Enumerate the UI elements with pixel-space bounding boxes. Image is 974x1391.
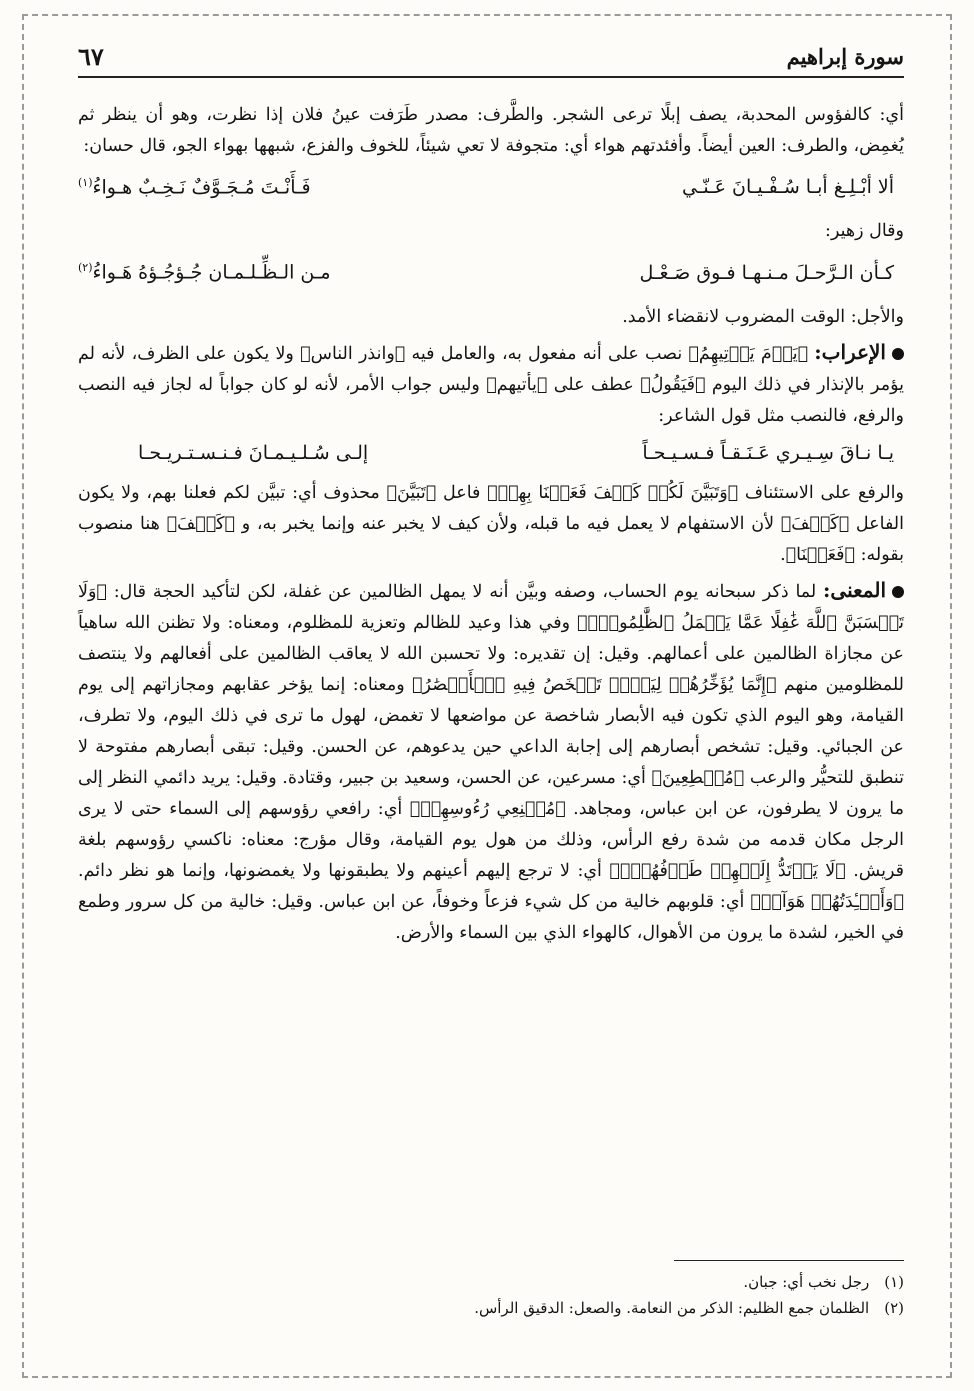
footnote-2-number: (٢) — [884, 1299, 904, 1317]
irab-heading: الإعراب: — [814, 339, 886, 364]
paragraph-zuhair: وقال زهير: — [825, 221, 904, 242]
page-number: ٦٧ — [78, 41, 104, 71]
footnote-separator — [674, 1260, 904, 1261]
paragraph-raf: والرفع على الاستئناف ﴿وَتَبَيَّنَ لَكُمۡ كَيۡفَ فَعَلۡنَا بِهِمۡ﴾ فاعل ﴿تَبَيَّنَ﴾ محذوف أي: تبيَّن لكم فعلنا بهم، ولا يكون الفاعل ﴿كَيۡفَ﴾ لأن الاستفهام لا يعمل فيه ما قبله، ولأن كيف لا يخبر عنه وإنما يخبر به، و ﴿كَيۡفَ﴾ هنا منصوب بقوله: ﴿فَعَلۡنَا﴾. — [78, 482, 904, 565]
bullet-icon — [892, 586, 904, 598]
verse-1-left-hemistich: فَـأَنْـتَ مُـجَـوَّفٌ نَـخِـبٌ هـواءُ — [92, 176, 311, 199]
book-page — [78, 36, 904, 1366]
footnote-1-number: (١) — [884, 1273, 904, 1291]
verse-3-left-hemistich: إلـى سُـلـيـمـانَ فـنـسـتـريـحـا — [138, 441, 369, 464]
verse-shahid — [78, 442, 904, 464]
verse-1-right-hemistich: ألا أبْـلِـغ أبـا سُـفْـيـانَ عَـنّـي — [681, 176, 894, 199]
footnote-1 — [78, 1270, 904, 1294]
mana-text: لما ذكر سبحانه يوم الحساب، وصفه وبيَّن أنه لا يمهل الظالمين عن غفلة، لكن لتأكيد الحجة قال: ﴿وَلَا تَحۡسَبَنَّ ٱللَّهَ غَٰفِلًا عَمَّا يَعۡمَلُ ٱلظَّٰلِمُونَۚ﴾ وفي هذا وعيد للظالم وتعزية للمظلوم، ومعناه: ولا تظنن الله ساهياً عن مجازاة الظالمين على أعمالهم. وقيل: إن تقديره: ولا تحسبن الله لا يعاقب الظالمين على أفعالهم ولا ينتصف للمظلومين منهم ﴿إِنَّمَا يُؤَخِّرُهُمۡ لِيَوۡمٖ تَشۡخَصُ فِيهِ ٱلۡأَبۡصَٰرُ﴾ ومعناه: إنما يؤخر عقابهم ومجازاتهم إلى يوم القيامة، وهو اليوم الذي تكون فيه الأبصار شاخصة عن مواضعها لا تغمض، لهول ما ترى في ذلك اليوم، ولا تطرف، عن الجبائي. وقيل: تشخص أبصارهم إلى إجابة الداعي حين يدعوهم، عن الحسن. وقيل: تبقى أبصارهم مفتوحة لا تنطبق للتحيُّر والرعب ﴿مُهۡطِعِينَ﴾ أي: مسرعين، عن الحسن، وسعيد بن جبير، وقتادة. وقيل: يريد دائمي النظر إلى ما يرون لا يطرفون، عن ابن عباس، ومجاهد. ﴿مُقۡنِعِي رُءُوسِهِمۡ﴾ أي: رافعي رؤوسهم إلى السماء حتى لا يرى الرجل مكان قدمه من شدة رفع الرأس، وذلك من هول يوم القيامة، وقال مؤرج: معناه: ناكسي رؤوسهم بلغة قريش. ﴿لَا يَرۡتَدُّ إِلَيۡهِمۡ طَرۡفُهُمۡۖ﴾ أي: لا ترجع إليهم أعينهم ولا يطبقونها ولا يغمضونها، وإنما هو نظر دائم. ﴿وَأَفۡـِٔدَتُهُمۡ هَوَآءٞ﴾ أي: قلوبهم خالية من كل شيء فزعاً وخوفاً، عن ابن عباس. وقيل: خالية من كل سرور وطمع في الخير، لشدة ما يرون من الأهوال، كالهواء الذي بين السماء والأرض. — [78, 581, 904, 943]
footnote-2-text: الظلمان جمع الظليم: الذكر من النعامة. والصعل: الدقيق الرأس. — [474, 1299, 870, 1317]
irab-text: ﴿يَوۡمَ يَأۡتِيهِمُ﴾ نصب على أنه مفعول به، والعامل فيه ﴿وانذر الناس﴾ ولا يكون على الظرف، لأنه لم يؤمر بالإنذار في ذلك اليوم ﴿فَيَقُولُ﴾ عطف على ﴿يأتيهم﴾ وليس جواب الأمر، لأنه لو كان جواباً له لجاز فيه النصب والرفع، فالنصب مثل قول الشاعر: — [78, 343, 904, 426]
paragraph-irab — [78, 337, 904, 432]
verse-2-left-hemistich: مـن الـظِّـلـمـان جُـؤجُـؤهُ هَـواءُ — [92, 261, 331, 284]
mana-heading: المعنى: — [823, 577, 886, 602]
paragraph-1: أي: كالفؤوس المحدبة، يصف إبلًا ترعى الشجر. والطَّرف: مصدر طَرَفت عينُ فلان إذا نظرت، وهو أن ينظر ثم يُغمِض، والطرف: العين أيضاً. وأفئدتهم هواء أي: متجوفة لا تعي شيئاً، للخوف والفزع، شبهها بهواء الجو، قال حسان: — [78, 105, 904, 156]
paragraph-ajal: والأجل: الوقت المضروب لانقضاء الأمد. — [622, 306, 904, 327]
paragraph-mana — [78, 575, 904, 949]
footnote-2 — [78, 1296, 904, 1320]
surah-title: سورة إبراهيم — [786, 43, 904, 69]
footnote-1-text: رجل نخب أي: جبان. — [743, 1273, 870, 1291]
page-body — [78, 100, 904, 949]
bullet-icon — [892, 348, 904, 360]
footnote-ref-2: (٢) — [78, 261, 93, 275]
verse-3-right-hemistich: يـا نـاقَ سِـيـري عَـنَـقـاً فـسـيـحـاً — [642, 441, 894, 464]
verse-zuhair — [78, 261, 904, 283]
verse-2-right-hemistich: كـأن الـرَّحـلَ مـنـهـا فـوق صَـعْـل — [639, 261, 894, 284]
page-header — [78, 36, 904, 78]
verse-hassan — [78, 176, 904, 198]
footnote-ref-1: (١) — [78, 176, 93, 189]
